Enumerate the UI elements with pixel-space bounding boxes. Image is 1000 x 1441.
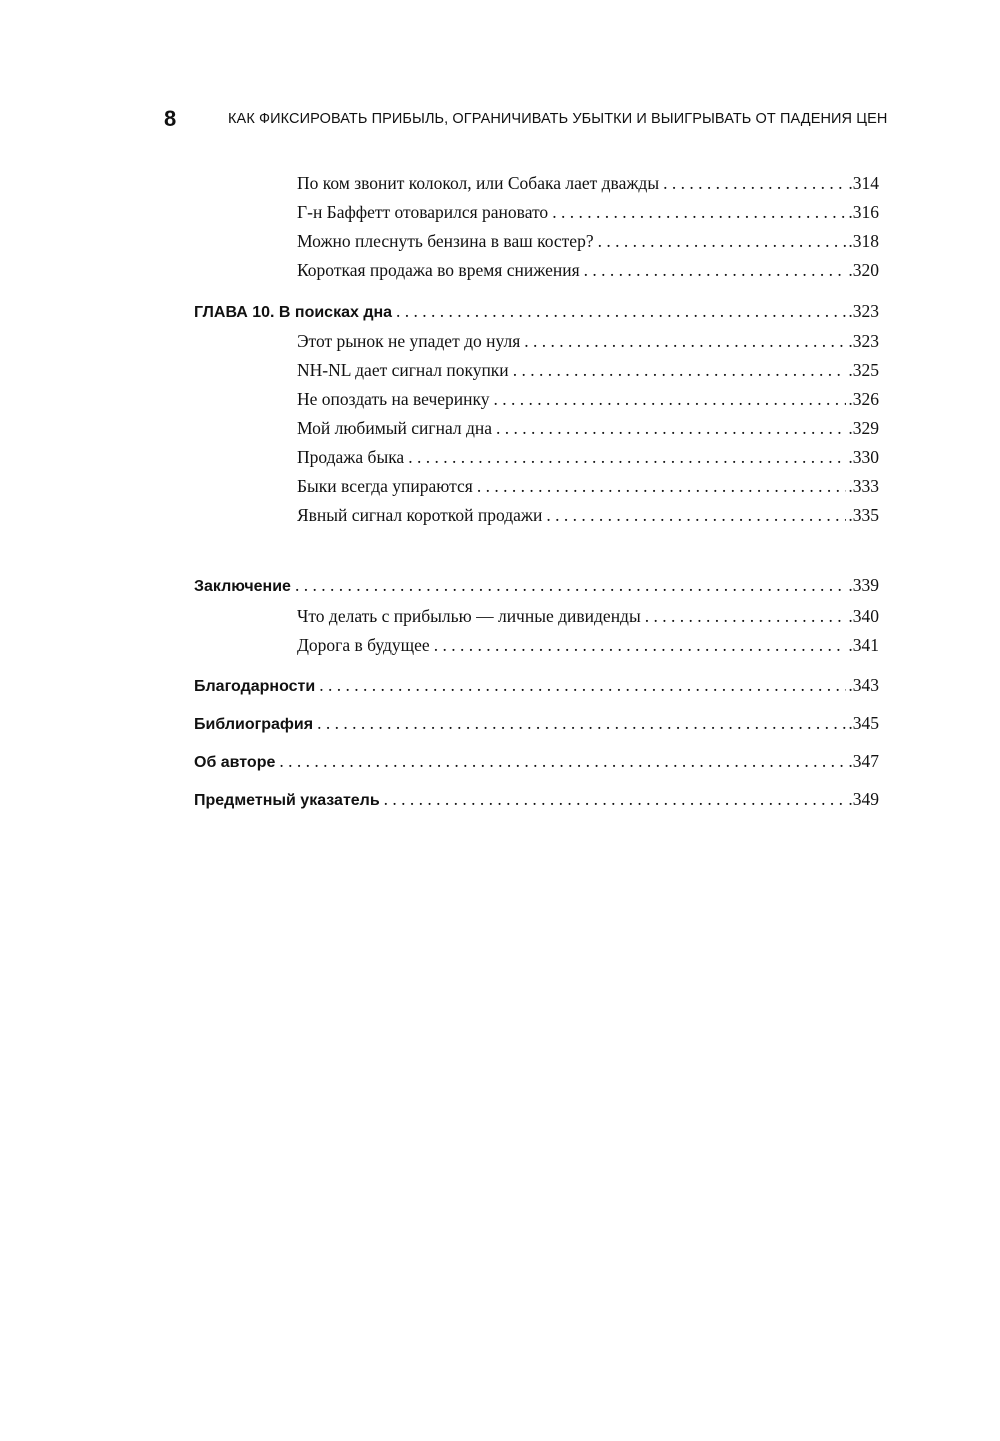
dot-leader xyxy=(295,573,846,597)
dot-leader xyxy=(477,474,847,498)
toc-entry-page: .333 xyxy=(848,476,879,496)
dot-leader xyxy=(513,358,847,382)
toc-entry-page: .343 xyxy=(848,675,879,695)
toc-entry-title: Продажа быка xyxy=(297,447,405,467)
dot-leader xyxy=(494,387,847,411)
toc-entry-page: .325 xyxy=(848,360,879,380)
toc-entry-title: Короткая продажа во время снижения xyxy=(297,260,580,280)
toc-entry-title: Дорога в будущее xyxy=(297,635,430,655)
toc-entry xyxy=(297,200,879,224)
toc-entry-page: .316 xyxy=(848,202,879,222)
dot-leader xyxy=(598,229,847,253)
toc-entry xyxy=(297,171,879,195)
toc-entry-page: .347 xyxy=(848,751,879,771)
toc-entry xyxy=(297,258,879,282)
toc-chapter-entry xyxy=(194,711,879,735)
toc-entry-title: По ком звонит колокол, или Собака лает дважды xyxy=(297,173,660,193)
toc-chapter-entry xyxy=(194,787,879,811)
dot-leader xyxy=(434,633,847,657)
toc-entry xyxy=(297,416,879,440)
toc-entry-page: .340 xyxy=(848,606,879,626)
toc-entry xyxy=(297,633,879,657)
dot-leader xyxy=(319,673,846,697)
toc-entry-page: .345 xyxy=(848,713,879,733)
toc-entry-page: .323 xyxy=(848,301,879,321)
toc-entry xyxy=(297,445,879,469)
page-number: 8 xyxy=(164,106,177,131)
dot-leader xyxy=(584,258,847,282)
toc-entry-page: .323 xyxy=(848,331,879,351)
dot-leader xyxy=(645,604,847,628)
toc-entry-title: Благодарности xyxy=(194,678,316,695)
toc-entry-title: ГЛАВА 10. В поисках дна xyxy=(194,304,393,321)
dot-leader xyxy=(317,711,846,735)
toc-entry-page: .329 xyxy=(848,418,879,438)
toc-entry-title: Г-н Баффетт отоварился рановато xyxy=(297,202,549,222)
dot-leader xyxy=(279,749,846,773)
dot-leader xyxy=(384,787,847,811)
toc-entry-page: .341 xyxy=(848,635,879,655)
toc-entry-title: Быки всегда упираются xyxy=(297,476,473,496)
toc-entry-page: .318 xyxy=(848,231,879,251)
toc-chapter-entry xyxy=(194,749,879,773)
toc-entry-page: .326 xyxy=(848,389,879,409)
dot-leader xyxy=(663,171,846,195)
toc-entry xyxy=(297,229,879,253)
dot-leader xyxy=(524,329,846,353)
toc-entry-title: Можно плеснуть бензина в ваш костер? xyxy=(297,231,594,251)
toc-chapter-entry xyxy=(194,573,879,597)
toc-entry xyxy=(297,358,879,382)
toc-entry-title: Заключение xyxy=(194,578,291,595)
toc-entry-page: .314 xyxy=(848,173,879,193)
toc-entry-title: Не опоздать на вечеринку xyxy=(297,389,490,409)
toc-entry-page: .330 xyxy=(848,447,879,467)
dot-leader xyxy=(496,416,846,440)
toc-entry-title: Об авторе xyxy=(194,754,276,771)
toc-entry-page: .349 xyxy=(848,789,879,809)
toc-entry-page: .339 xyxy=(848,575,879,595)
toc-entry-title: Предметный указатель xyxy=(194,792,380,809)
toc-chapter-entry xyxy=(194,299,879,323)
toc-entry-title: Явный сигнал короткой продажи xyxy=(297,505,543,525)
toc-entry-page: .335 xyxy=(848,505,879,525)
running-title: КАК ФИКСИРОВАТЬ ПРИБЫЛЬ, ОГРАНИЧИВАТЬ УБЫТКИ И ВЫИГРЫВАТЬ ОТ ПАДЕНИЯ ЦЕН xyxy=(228,111,888,127)
toc-entry-title: Что делать с прибылью — личные дивиденды xyxy=(297,606,641,626)
dot-leader xyxy=(546,503,846,527)
dot-leader xyxy=(552,200,846,224)
toc-entry xyxy=(297,387,879,411)
toc-chapter-entry xyxy=(194,673,879,697)
toc-entry xyxy=(297,474,879,498)
toc-entry xyxy=(297,503,879,527)
toc-entry-title: Этот рынок не упадет до нуля xyxy=(297,331,521,351)
toc-entry xyxy=(297,604,879,628)
toc-entry-title: Мой любимый сигнал дна xyxy=(297,418,493,438)
toc-entry xyxy=(297,329,879,353)
toc-entry-title: Библиография xyxy=(194,716,314,733)
dot-leader xyxy=(408,445,846,469)
toc-entry-title: NH-NL дает сигнал покупки xyxy=(297,360,509,380)
dot-leader xyxy=(396,299,846,323)
toc-entry-page: .320 xyxy=(848,260,879,280)
